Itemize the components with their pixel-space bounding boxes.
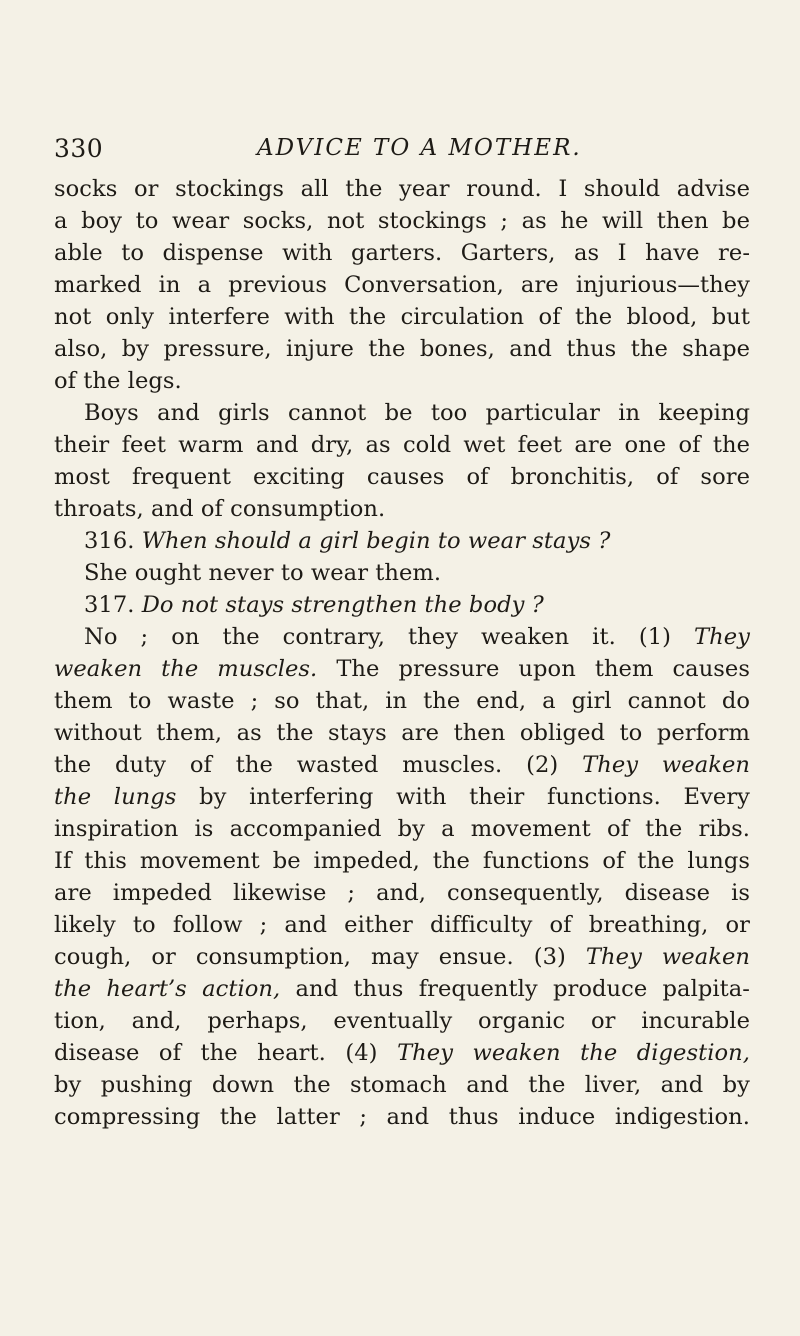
text-line: most frequent exciting causes of bronchitis, of sore: [54, 464, 750, 490]
question-number: 316.: [84, 528, 135, 554]
text-line: socks or stockings all the year round. I should advise: [54, 176, 750, 202]
text-line: of the legs.: [54, 368, 182, 394]
text-line: disease of the heart. (4) They weaken the digestion,: [54, 1040, 751, 1066]
text-line: cough, or consumption, may ensue. (3) They weaken: [54, 944, 750, 970]
text-line: compressing the latter ; and thus induce indigestion.: [54, 1104, 750, 1130]
text-line: weaken the muscles. The pressure upon them causes: [54, 656, 751, 682]
text-line: Boys and girls cannot be too particular in keeping: [84, 400, 750, 426]
text-line: the duty of the wasted muscles. (2) They weaken: [54, 752, 750, 778]
text-line: No ; on the contrary, they weaken it. (1) They: [84, 624, 750, 650]
running-title: ADVICE TO A MOTHER.: [257, 135, 582, 161]
question-text: When should a girl begin to wear stays ?: [141, 528, 611, 554]
text-line: also, by pressure, injure the bones, and thus the shape: [54, 336, 750, 362]
text-line: by pushing down the stomach and the liver, and by: [54, 1072, 750, 1098]
text-line: a boy to wear socks, not stockings ; as he will then be: [54, 208, 750, 234]
question-number: 317.: [84, 592, 135, 618]
page-header: [54, 134, 754, 174]
question-text: Do not stays strengthen the body ?: [141, 592, 544, 618]
text-line: them to waste ; so that, in the end, a girl cannot do: [54, 688, 750, 714]
text-line: the heart’s action, and thus frequently produce palpita-: [54, 976, 750, 1002]
text-line: their feet warm and dry, as cold wet feet are one of the: [54, 432, 750, 458]
answer-316: She ought never to wear them.: [84, 560, 442, 586]
text-line: able to dispense with garters. Garters, as I have re-: [54, 240, 750, 266]
body-text: [54, 173, 750, 1133]
text-line: throats, and of consumption.: [54, 496, 386, 522]
text-line: without them, as the stays are then obliged to perform: [54, 720, 750, 746]
question-316: [54, 525, 750, 557]
text-line: tion, and, perhaps, eventually organic or incurable: [54, 1008, 750, 1034]
text-line: likely to follow ; and either difficulty of breathing, or: [54, 912, 750, 938]
text-line: are impeded likewise ; and, consequently, disease is: [54, 880, 750, 906]
question-317: [54, 589, 750, 621]
text-line: If this movement be impeded, the functions of the lungs: [54, 848, 750, 874]
text-line: the lungs by interfering with their functions. Every: [54, 784, 750, 810]
text-line: inspiration is accompanied by a movement of the ribs.: [54, 816, 750, 842]
text-line: not only interfere with the circulation of the blood, but: [54, 304, 750, 330]
page-number: 330: [54, 134, 104, 163]
text-line: marked in a previous Conversation, are injurious—they: [54, 272, 750, 298]
